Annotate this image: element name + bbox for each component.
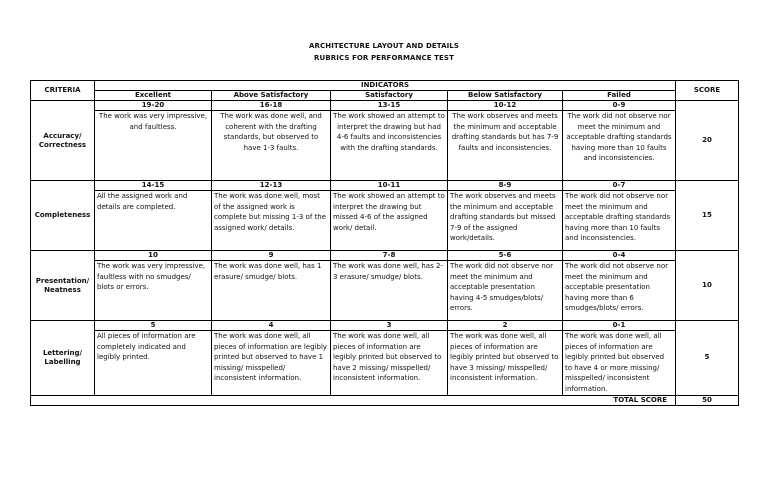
criteria-accuracy: Accuracy/ Correctness — [31, 101, 95, 181]
description-cell: The work was done well, has 1 erasure/ smudge/ blots. — [212, 261, 331, 321]
description-cell: The work was done well, all pieces of information are legibly printed but observed to have 4 or more missing/ misspelled/ inconsistent information. — [563, 331, 676, 396]
range-cell: 13-15 — [331, 101, 448, 111]
range-cell: 19-20 — [95, 101, 212, 111]
description-cell: All the assigned work and details are completed. — [95, 191, 212, 251]
indicators-header: INDICATORS — [95, 81, 676, 91]
criteria-completeness: Completeness — [31, 181, 95, 251]
range-cell: 5 — [95, 321, 212, 331]
range-cell: 0-1 — [563, 321, 676, 331]
range-cell: 2 — [448, 321, 563, 331]
score-accuracy: 20 — [676, 101, 739, 181]
range-cell: 4 — [212, 321, 331, 331]
range-cell: 10-11 — [331, 181, 448, 191]
range-cell: 14-15 — [95, 181, 212, 191]
document-title: ARCHITECTURE LAYOUT AND DETAILS — [308, 42, 459, 50]
description-cell: The work was very impressive, and faultless. — [95, 111, 212, 181]
range-cell: 10 — [95, 251, 212, 261]
description-cell: The work was done well, has 2-3 erasure/ smudge/ blots. — [331, 261, 448, 321]
range-cell: 9 — [212, 251, 331, 261]
range-cell: 12-13 — [212, 181, 331, 191]
range-cell: 10-12 — [448, 101, 563, 111]
score-presentation: 10 — [676, 251, 739, 321]
range-cell: 16-18 — [212, 101, 331, 111]
score-lettering: 5 — [676, 321, 739, 396]
description-cell: The work was done well, all pieces of information are legibly printed but observed to have 1 missing/ misspelled/ inconsistent information. — [212, 331, 331, 396]
description-cell: The work did not observe nor meet the minimum and acceptable drafting standards having more than 10 faults and inconsistencies. — [563, 111, 676, 181]
description-cell: All pieces of information are completely indicated and legibly printed. — [95, 331, 212, 396]
range-cell: 3 — [331, 321, 448, 331]
description-cell: The work was done well, all pieces of information are legibly printed but observed to have 3 missing/ misspelled/ inconsistent information. — [448, 331, 563, 396]
criteria-lettering: Lettering/ Labelling — [31, 321, 95, 396]
level-excellent: Excellent — [95, 91, 212, 101]
description-cell: The work showed an attempt to interpret the drawing but had 4-6 faults and inconsistencies with the drafting standards. — [331, 111, 448, 181]
description-cell: The work did not observe nor meet the minimum and acceptable presentation having more than 6 smudges/blots/ errors. — [563, 261, 676, 321]
total-score-value: 50 — [676, 395, 739, 405]
rubric-table — [30, 80, 739, 406]
range-cell: 0-4 — [563, 251, 676, 261]
range-cell: 0-9 — [563, 101, 676, 111]
level-below-satisfactory: Below Satisfactory — [448, 91, 563, 101]
description-cell: The work did not observe nor meet the minimum and acceptable presentation having 4-5 smudges/blots/ errors. — [448, 261, 563, 321]
criteria-header: CRITERIA — [31, 81, 95, 101]
level-above-satisfactory: Above Satisfactory — [212, 91, 331, 101]
description-cell: The work observes and meets the minimum and acceptable drafting standards but missed 7-9 of the assigned work/details. — [448, 191, 563, 251]
description-cell: The work was done well, all pieces of information are legibly printed but observed to have 2 missing/ misspelled/ inconsistent information. — [331, 331, 448, 396]
level-failed: Failed — [563, 91, 676, 101]
document-subtitle: RUBRICS FOR PERFORMANCE TEST — [314, 54, 454, 62]
score-header: SCORE — [676, 81, 739, 101]
description-cell: The work was very impressive, faultless with no smudges/ blots or errors. — [95, 261, 212, 321]
level-satisfactory: Satisfactory — [331, 91, 448, 101]
score-completeness: 15 — [676, 181, 739, 251]
description-cell: The work showed an attempt to interpret the drawing but missed 4-6 of the assigned work/ detail. — [331, 191, 448, 251]
range-cell: 5-6 — [448, 251, 563, 261]
range-cell: 0-7 — [563, 181, 676, 191]
description-cell: The work did not observe nor meet the minimum and acceptable drafting standards having more than 10 faults and inconsistencies. — [563, 191, 676, 251]
description-cell: The work observes and meets the minimum and acceptable drafting standards but has 7-9 faults and inconsistencies. — [448, 111, 563, 181]
total-score-label: TOTAL SCORE — [31, 395, 676, 405]
range-cell: 7-8 — [331, 251, 448, 261]
range-cell: 8-9 — [448, 181, 563, 191]
criteria-presentation: Presentation/ Neatness — [31, 251, 95, 321]
description-cell: The work was done well, and coherent with the drafting standards, but observed to have 1-3 faults. — [212, 111, 331, 181]
description-cell: The work was done well, most of the assigned work is complete but missing 1-3 of the assigned work/ details. — [212, 191, 331, 251]
